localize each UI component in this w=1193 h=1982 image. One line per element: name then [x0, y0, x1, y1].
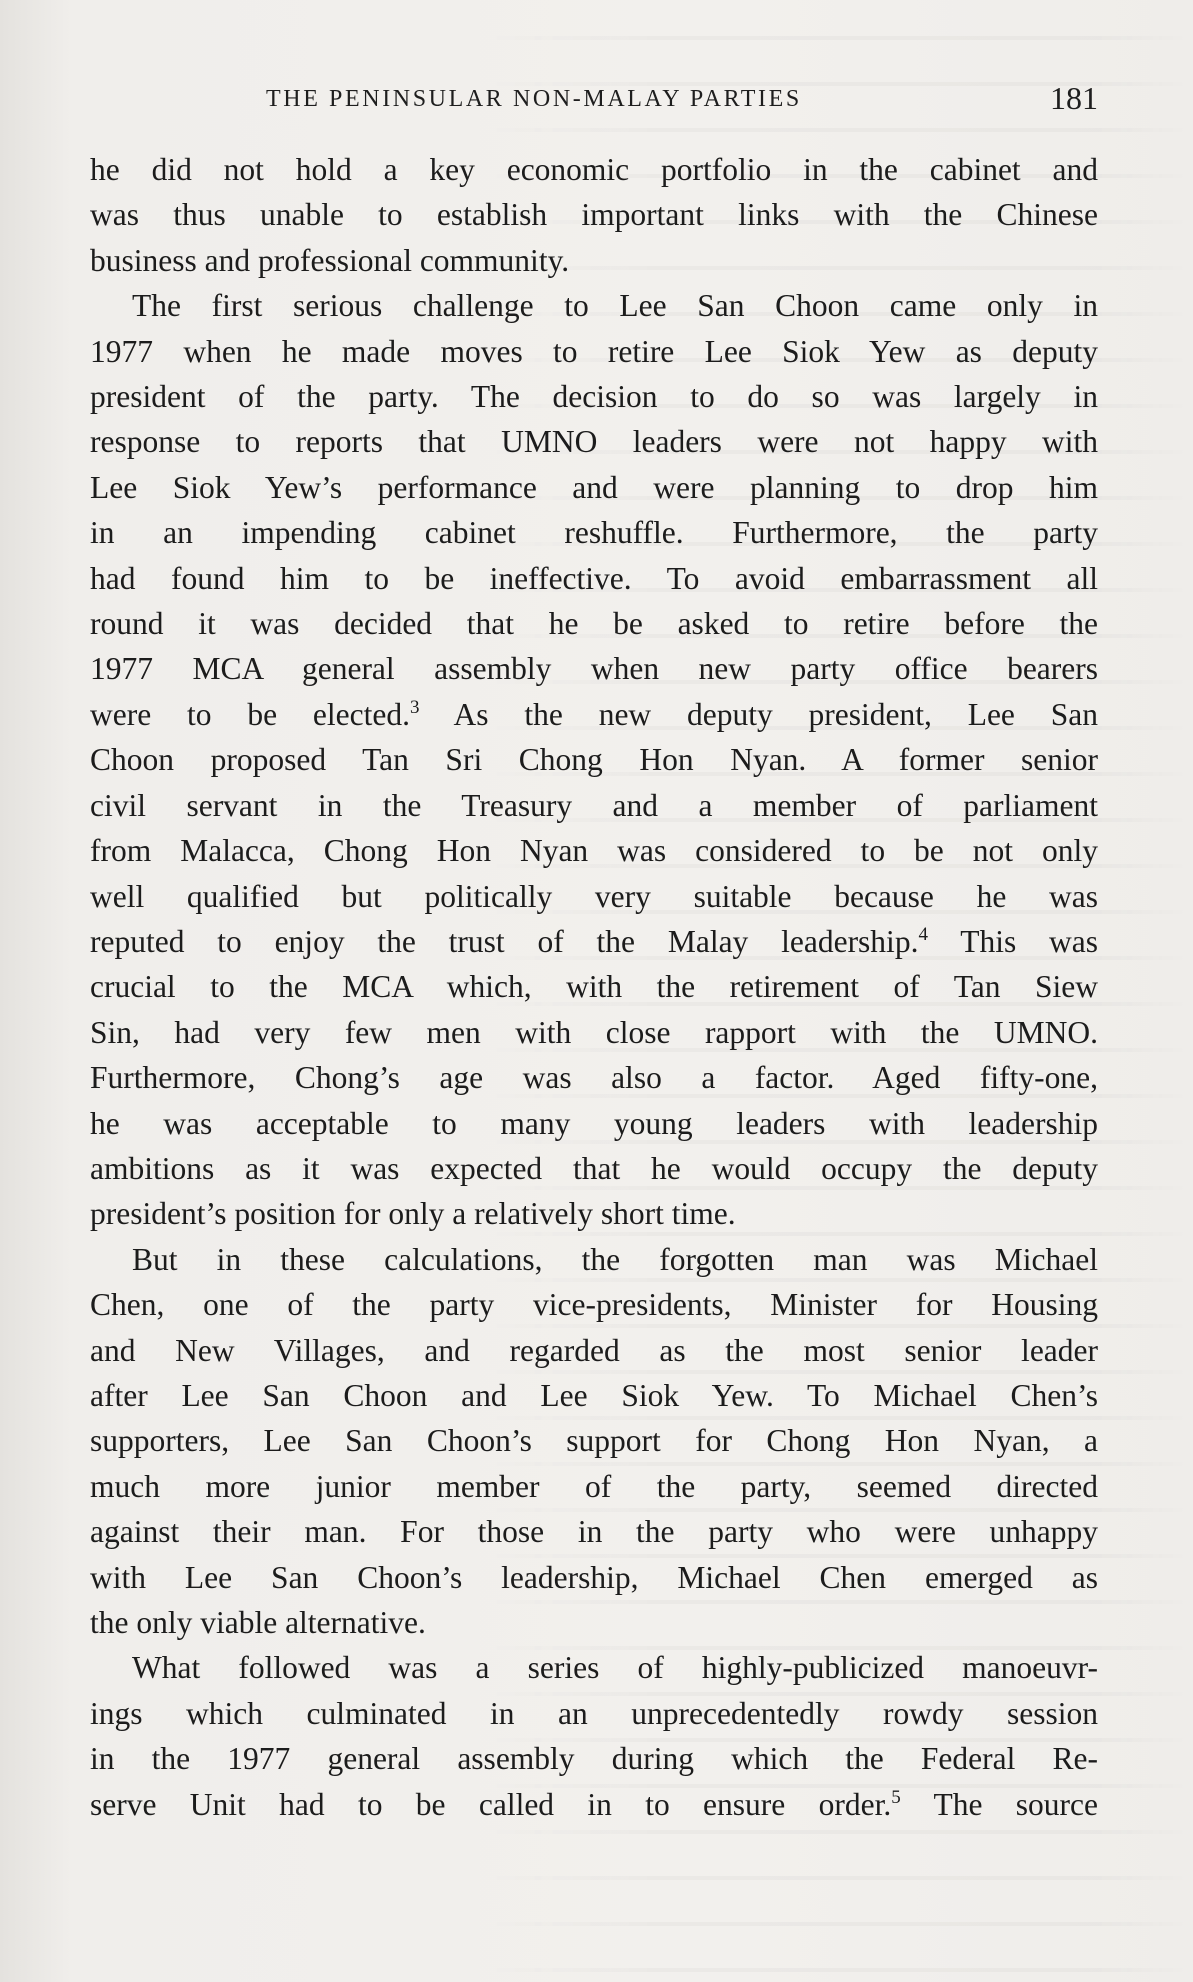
text-fragment: The source: [900, 1786, 1098, 1822]
text-line: But in these calculations, the forgotten man was Michael: [132, 1241, 1098, 1277]
text-line-with-footnote: [90, 1782, 1098, 1827]
text-line: What followed was a series of highly-publicized manoeuvr-: [132, 1650, 1098, 1686]
text-line: after Lee San Choon and Lee Siok Yew. To Michael Chen’s: [90, 1377, 1098, 1413]
page-number: 181: [1050, 80, 1098, 116]
paragraph-3: [90, 1237, 1098, 1646]
text-line: president’s position for only a relatively short time.: [90, 1196, 736, 1232]
text-line: response to reports that UMNO leaders were not happy with: [90, 424, 1098, 460]
text-line: round it was decided that he be asked to retire before the: [90, 606, 1098, 642]
text-line: against their man. For those in the party who were unhappy: [90, 1514, 1098, 1550]
text-line: Sin, had very few men with close rapport with the UMNO.: [90, 1014, 1098, 1050]
text-line: was thus unable to establish important links with the Chinese: [90, 197, 1098, 233]
body-text: [90, 147, 1098, 1827]
paragraph-1: [90, 147, 1098, 283]
text-line: in an impending cabinet reshuffle. Furthermore, the party: [90, 515, 1098, 551]
text-line: he was acceptable to many young leaders with leadership: [90, 1105, 1098, 1141]
text-line: 1977 when he made moves to retire Lee Siok Yew as deputy: [90, 333, 1098, 369]
text-line: the only viable alternative.: [90, 1605, 426, 1640]
text-line-with-footnote: [90, 692, 1098, 737]
text-fragment: As the new deputy president, Lee San: [419, 696, 1098, 732]
text-line: in the 1977 general assembly during which the Federal Re-: [90, 1741, 1098, 1777]
text-line: had found him to be ineffective. To avoid embarrassment all: [90, 560, 1098, 596]
text-line: Choon proposed Tan Sri Chong Hon Nyan. A former senior: [90, 742, 1098, 778]
text-line: civil servant in the Treasury and a member of parliament: [90, 787, 1098, 823]
text-line: Chen, one of the party vice-presidents, Minister for Housing: [90, 1287, 1098, 1323]
text-fragment: reputed to enjoy the trust of the Malay leadership.: [90, 923, 919, 959]
text-line: and New Villages, and regarded as the most senior leader: [90, 1332, 1098, 1368]
running-header: [90, 80, 1098, 124]
text-line: ambitions as it was expected that he would occupy the deputy: [90, 1150, 1098, 1186]
text-fragment: This was: [927, 923, 1098, 959]
text-line: from Malacca, Chong Hon Nyan was considered to be not only: [90, 833, 1098, 869]
text-line: ings which culminated in an unprecedentedly rowdy session: [90, 1695, 1098, 1731]
text-line-with-footnote: [90, 919, 1098, 964]
footnote-reference-4: 4: [918, 923, 928, 945]
text-fragment: serve Unit had to be called in to ensure order.: [90, 1786, 892, 1822]
text-line: crucial to the MCA which, with the retirement of Tan Siew: [90, 969, 1098, 1005]
text-fragment: were to be elected.: [90, 696, 410, 732]
text-line: Lee Siok Yew’s performance and were planning to drop him: [90, 469, 1098, 505]
text-line: he did not hold a key economic portfolio in the cabinet and: [90, 152, 1098, 187]
text-line: supporters, Lee San Choon’s support for Chong Hon Nyan, a: [90, 1423, 1098, 1459]
text-line: The first serious challenge to Lee San Choon came only in: [132, 288, 1098, 324]
text-line: Furthermore, Chong’s age was also a factor. Aged fifty-one,: [90, 1060, 1098, 1096]
text-line: much more junior member of the party, seemed directed: [90, 1468, 1098, 1504]
text-line: business and professional community.: [90, 242, 570, 278]
text-line: president of the party. The decision to do so was largely in: [90, 379, 1098, 415]
text-line: with Lee San Choon’s leadership, Michael Chen emerged as: [90, 1559, 1098, 1595]
paragraph-4: [90, 1645, 1098, 1827]
text-line: well qualified but politically very suitable because he was: [90, 878, 1098, 914]
footnote-reference-5: 5: [891, 1786, 901, 1808]
paragraph-2: [90, 283, 1098, 1237]
text-line: 1977 MCA general assembly when new party office bearers: [90, 651, 1098, 687]
running-title: THE PENINSULAR NON-MALAY PARTIES: [266, 86, 802, 112]
footnote-reference-3: 3: [409, 696, 420, 718]
